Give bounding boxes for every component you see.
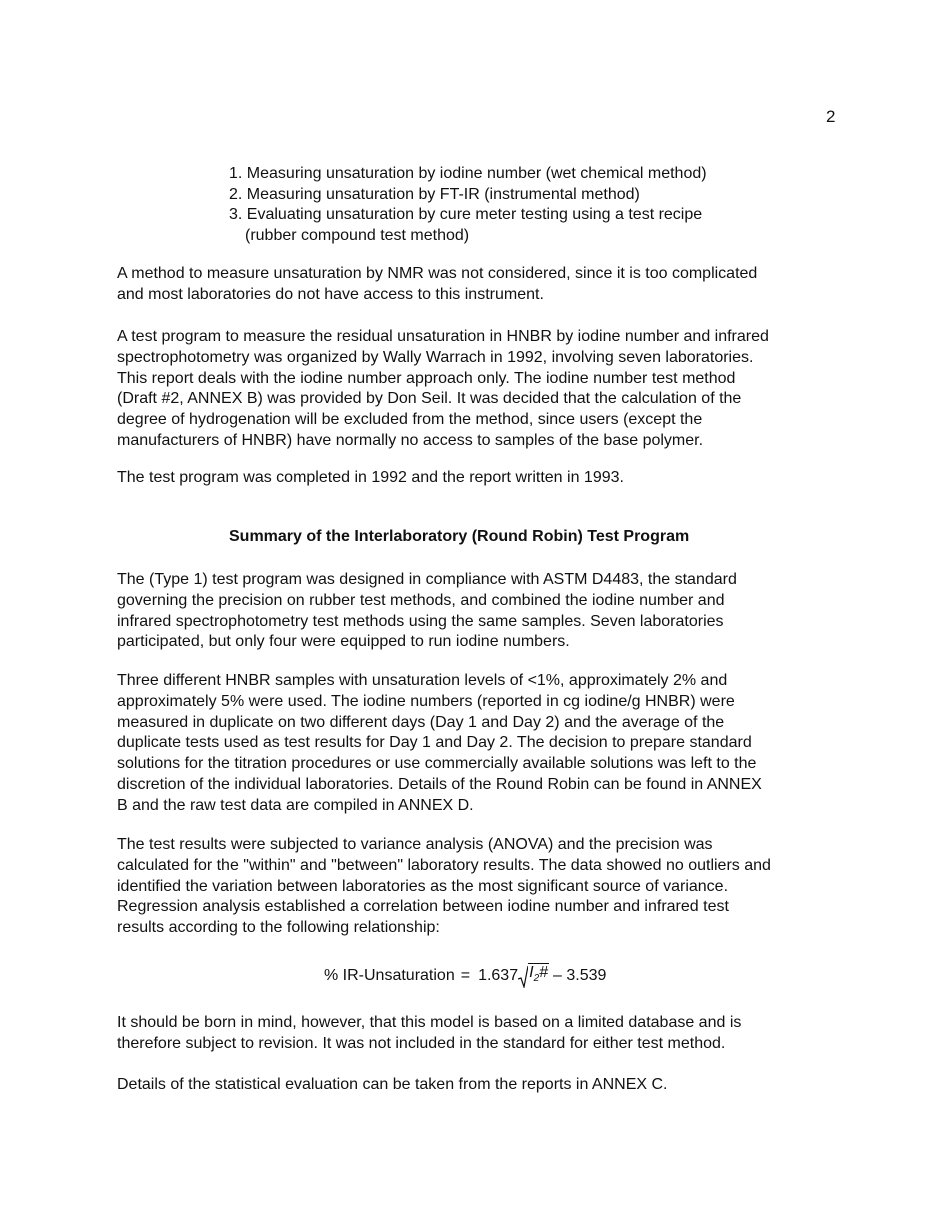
text-line: measured in duplicate on two different days (Day 1 and Day 2) and the average of the bbox=[117, 713, 725, 731]
text-line: The (Type 1) test program was designed in compliance with ASTM D4483, the standard bbox=[117, 571, 737, 588]
text-line: identified the variation between laboratories as the most significant source of variance. bbox=[117, 877, 729, 895]
method-item-continuation: (rubber compound test method) bbox=[245, 226, 470, 244]
formula-lhs: % IR-Unsaturation bbox=[324, 966, 455, 984]
formula-coefficient: 1.637 bbox=[478, 966, 519, 984]
square-root bbox=[518, 963, 549, 988]
text-line: governing the precision on rubber test methods, and combined the iodine number and bbox=[117, 591, 725, 609]
text-line: spectrophotometry was organized by Wally Warrach in 1992, involving seven laboratories. bbox=[117, 348, 754, 366]
text-line: solutions for the titration procedures or use commercially available solutions was left to the bbox=[117, 755, 757, 773]
text-line: Details of the statistical evaluation can be taken from the reports in ANNEX C. bbox=[117, 1076, 668, 1093]
paragraph-completed bbox=[117, 468, 847, 489]
paragraph-test-program bbox=[117, 327, 847, 452]
method-item: 1. Measuring unsaturation by iodine number (wet chemical method) bbox=[229, 165, 707, 182]
method-item: 3. Evaluating unsaturation by cure meter testing using a test recipe bbox=[229, 206, 703, 224]
text-line: calculated for the "within" and "between" laboratory results. The data showed no outliers and bbox=[117, 856, 771, 874]
formula-radicand bbox=[528, 963, 549, 988]
text-line: A method to measure unsaturation by NMR was not considered, since it is too complicated bbox=[117, 265, 758, 282]
text-line: approximately 5% were used. The iodine numbers (reported in cg iodine/g HNBR) were bbox=[117, 692, 735, 710]
paragraph-nmr bbox=[117, 264, 847, 306]
regression-formula bbox=[324, 963, 606, 988]
section-heading: Summary of the Interlaboratory (Round Robin) Test Program bbox=[229, 528, 690, 545]
text-line: The test results were subjected to variance analysis (ANOVA) and the precision was bbox=[117, 836, 713, 853]
text-line: degree of hydrogenation will be excluded from the method, since users (except the bbox=[117, 411, 703, 429]
radicand-base: I bbox=[529, 964, 534, 981]
radicand-suffix: # bbox=[539, 964, 549, 981]
text-line: therefore subject to revision. It was not included in the standard for either test method. bbox=[117, 1034, 726, 1052]
text-line: participated, but only four were equipped to run iodine numbers. bbox=[117, 633, 570, 651]
text-line: A test program to measure the residual unsaturation in HNBR by iodine number and infrared bbox=[117, 328, 769, 345]
text-line: and most laboratories do not have access to this instrument. bbox=[117, 285, 544, 303]
formula-equals: = bbox=[460, 966, 471, 984]
paragraph-type1 bbox=[117, 570, 847, 653]
text-line: Regression analysis established a correlation between iodine number and infrared test bbox=[117, 898, 729, 916]
page-number: 2 bbox=[826, 107, 836, 126]
text-line: manufacturers of HNBR) have normally no access to samples of the base polymer. bbox=[117, 431, 704, 449]
text-line: (Draft #2, ANNEX B) was provided by Don Seil. It was decided that the calculation of the bbox=[117, 390, 742, 408]
paragraph-model bbox=[117, 1013, 847, 1055]
paragraph-samples bbox=[117, 671, 847, 817]
radical-sign-icon bbox=[518, 966, 528, 988]
text-line: B and the raw test data are compiled in ANNEX D. bbox=[117, 796, 474, 814]
radicand-subscript: 2 bbox=[533, 973, 540, 985]
text-line: results according to the following relationship: bbox=[117, 919, 440, 937]
text-line: duplicate tests used as test results for Day 1 and Day 2. The decision to prepare standard bbox=[117, 734, 752, 752]
paragraph-details bbox=[117, 1075, 847, 1096]
text-line: discretion of the individual laboratories. Details of the Round Robin can be found in ANNEX bbox=[117, 775, 762, 793]
method-item: 2. Measuring unsaturation by FT-IR (instrumental method) bbox=[229, 185, 640, 203]
text-line: Three different HNBR samples with unsaturation levels of <1%, approximately 2% and bbox=[117, 672, 728, 689]
formula-rest: – 3.539 bbox=[553, 966, 607, 984]
method-list bbox=[229, 164, 707, 246]
paragraph-anova bbox=[117, 835, 847, 939]
text-line: infrared spectrophotometry test methods using the same samples. Seven laboratories bbox=[117, 612, 724, 630]
text-line: It should be born in mind, however, that this model is based on a limited database and is bbox=[117, 1014, 742, 1031]
text-line: This report deals with the iodine number approach only. The iodine number test method bbox=[117, 369, 736, 387]
text-line: The test program was completed in 1992 and the report written in 1993. bbox=[117, 469, 624, 486]
